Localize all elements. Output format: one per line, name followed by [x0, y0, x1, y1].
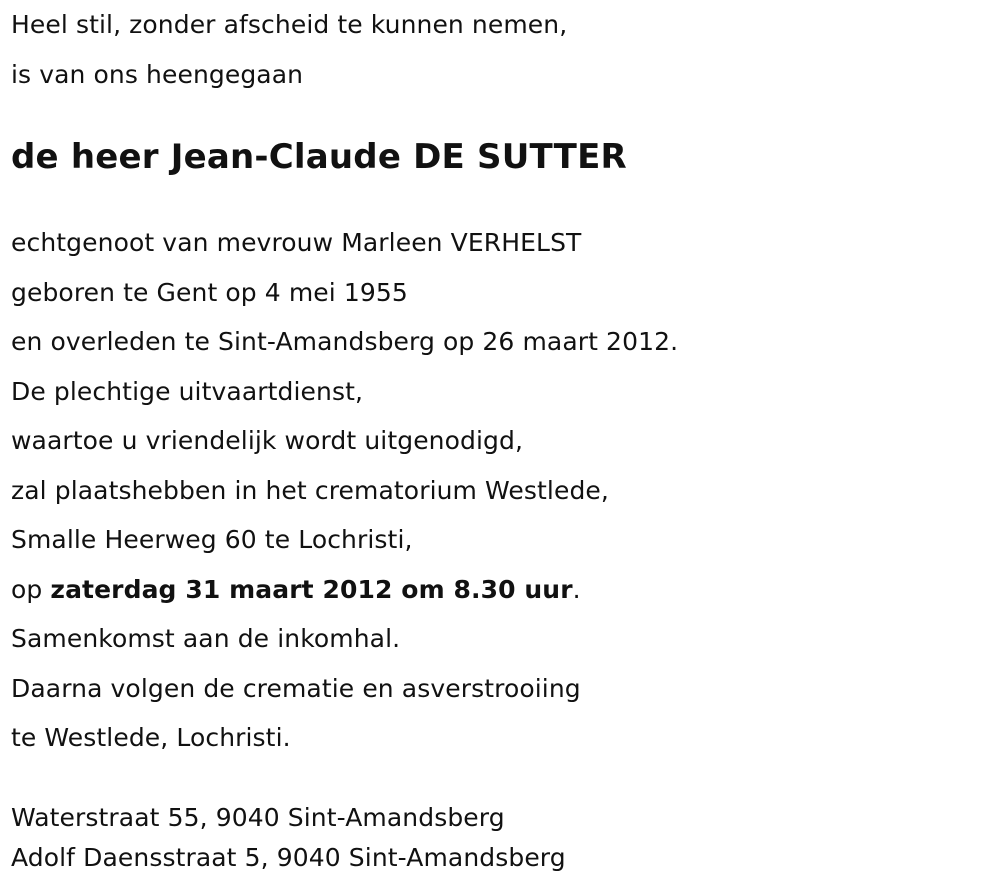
spouse-line: echtgenoot van mevrouw Marleen VERHELST — [11, 228, 582, 257]
service-line-7: Daarna volgen de crematie en asverstrooiing — [11, 674, 581, 703]
death-line: en overleden te Sint-Amandsberg op 26 maart 2012. — [11, 327, 679, 356]
service-date-suffix: . — [572, 575, 581, 604]
service-line-4: Smalle Heerweg 60 te Lochristi, — [11, 525, 413, 554]
intro-line-1: Heel stil, zonder afscheid te kunnen nemen, — [11, 10, 568, 39]
deceased-name: de heer Jean-Claude DE SUTTER — [11, 137, 627, 177]
service-line-3: zal plaatshebben in het crematorium Westlede, — [11, 476, 609, 505]
service-line-1: De plechtige uitvaartdienst, — [11, 377, 364, 406]
address-line-2: Adolf Daensstraat 5, 9040 Sint-Amandsberg — [11, 843, 566, 872]
service-line-2: waartoe u vriendelijk wordt uitgenodigd, — [11, 426, 524, 455]
service-line-6: Samenkomst aan de inkomhal. — [11, 624, 401, 653]
birth-line: geboren te Gent op 4 mei 1955 — [11, 278, 408, 307]
service-line-8: te Westlede, Lochristi. — [11, 723, 291, 752]
service-date-bold: zaterdag 31 maart 2012 om 8.30 uur — [50, 575, 573, 604]
intro-line-2: is van ons heengegaan — [11, 60, 304, 89]
service-date-prefix: op — [11, 575, 51, 604]
address-line-1: Waterstraat 55, 9040 Sint-Amandsberg — [11, 803, 505, 832]
service-date-line — [11, 575, 581, 605]
